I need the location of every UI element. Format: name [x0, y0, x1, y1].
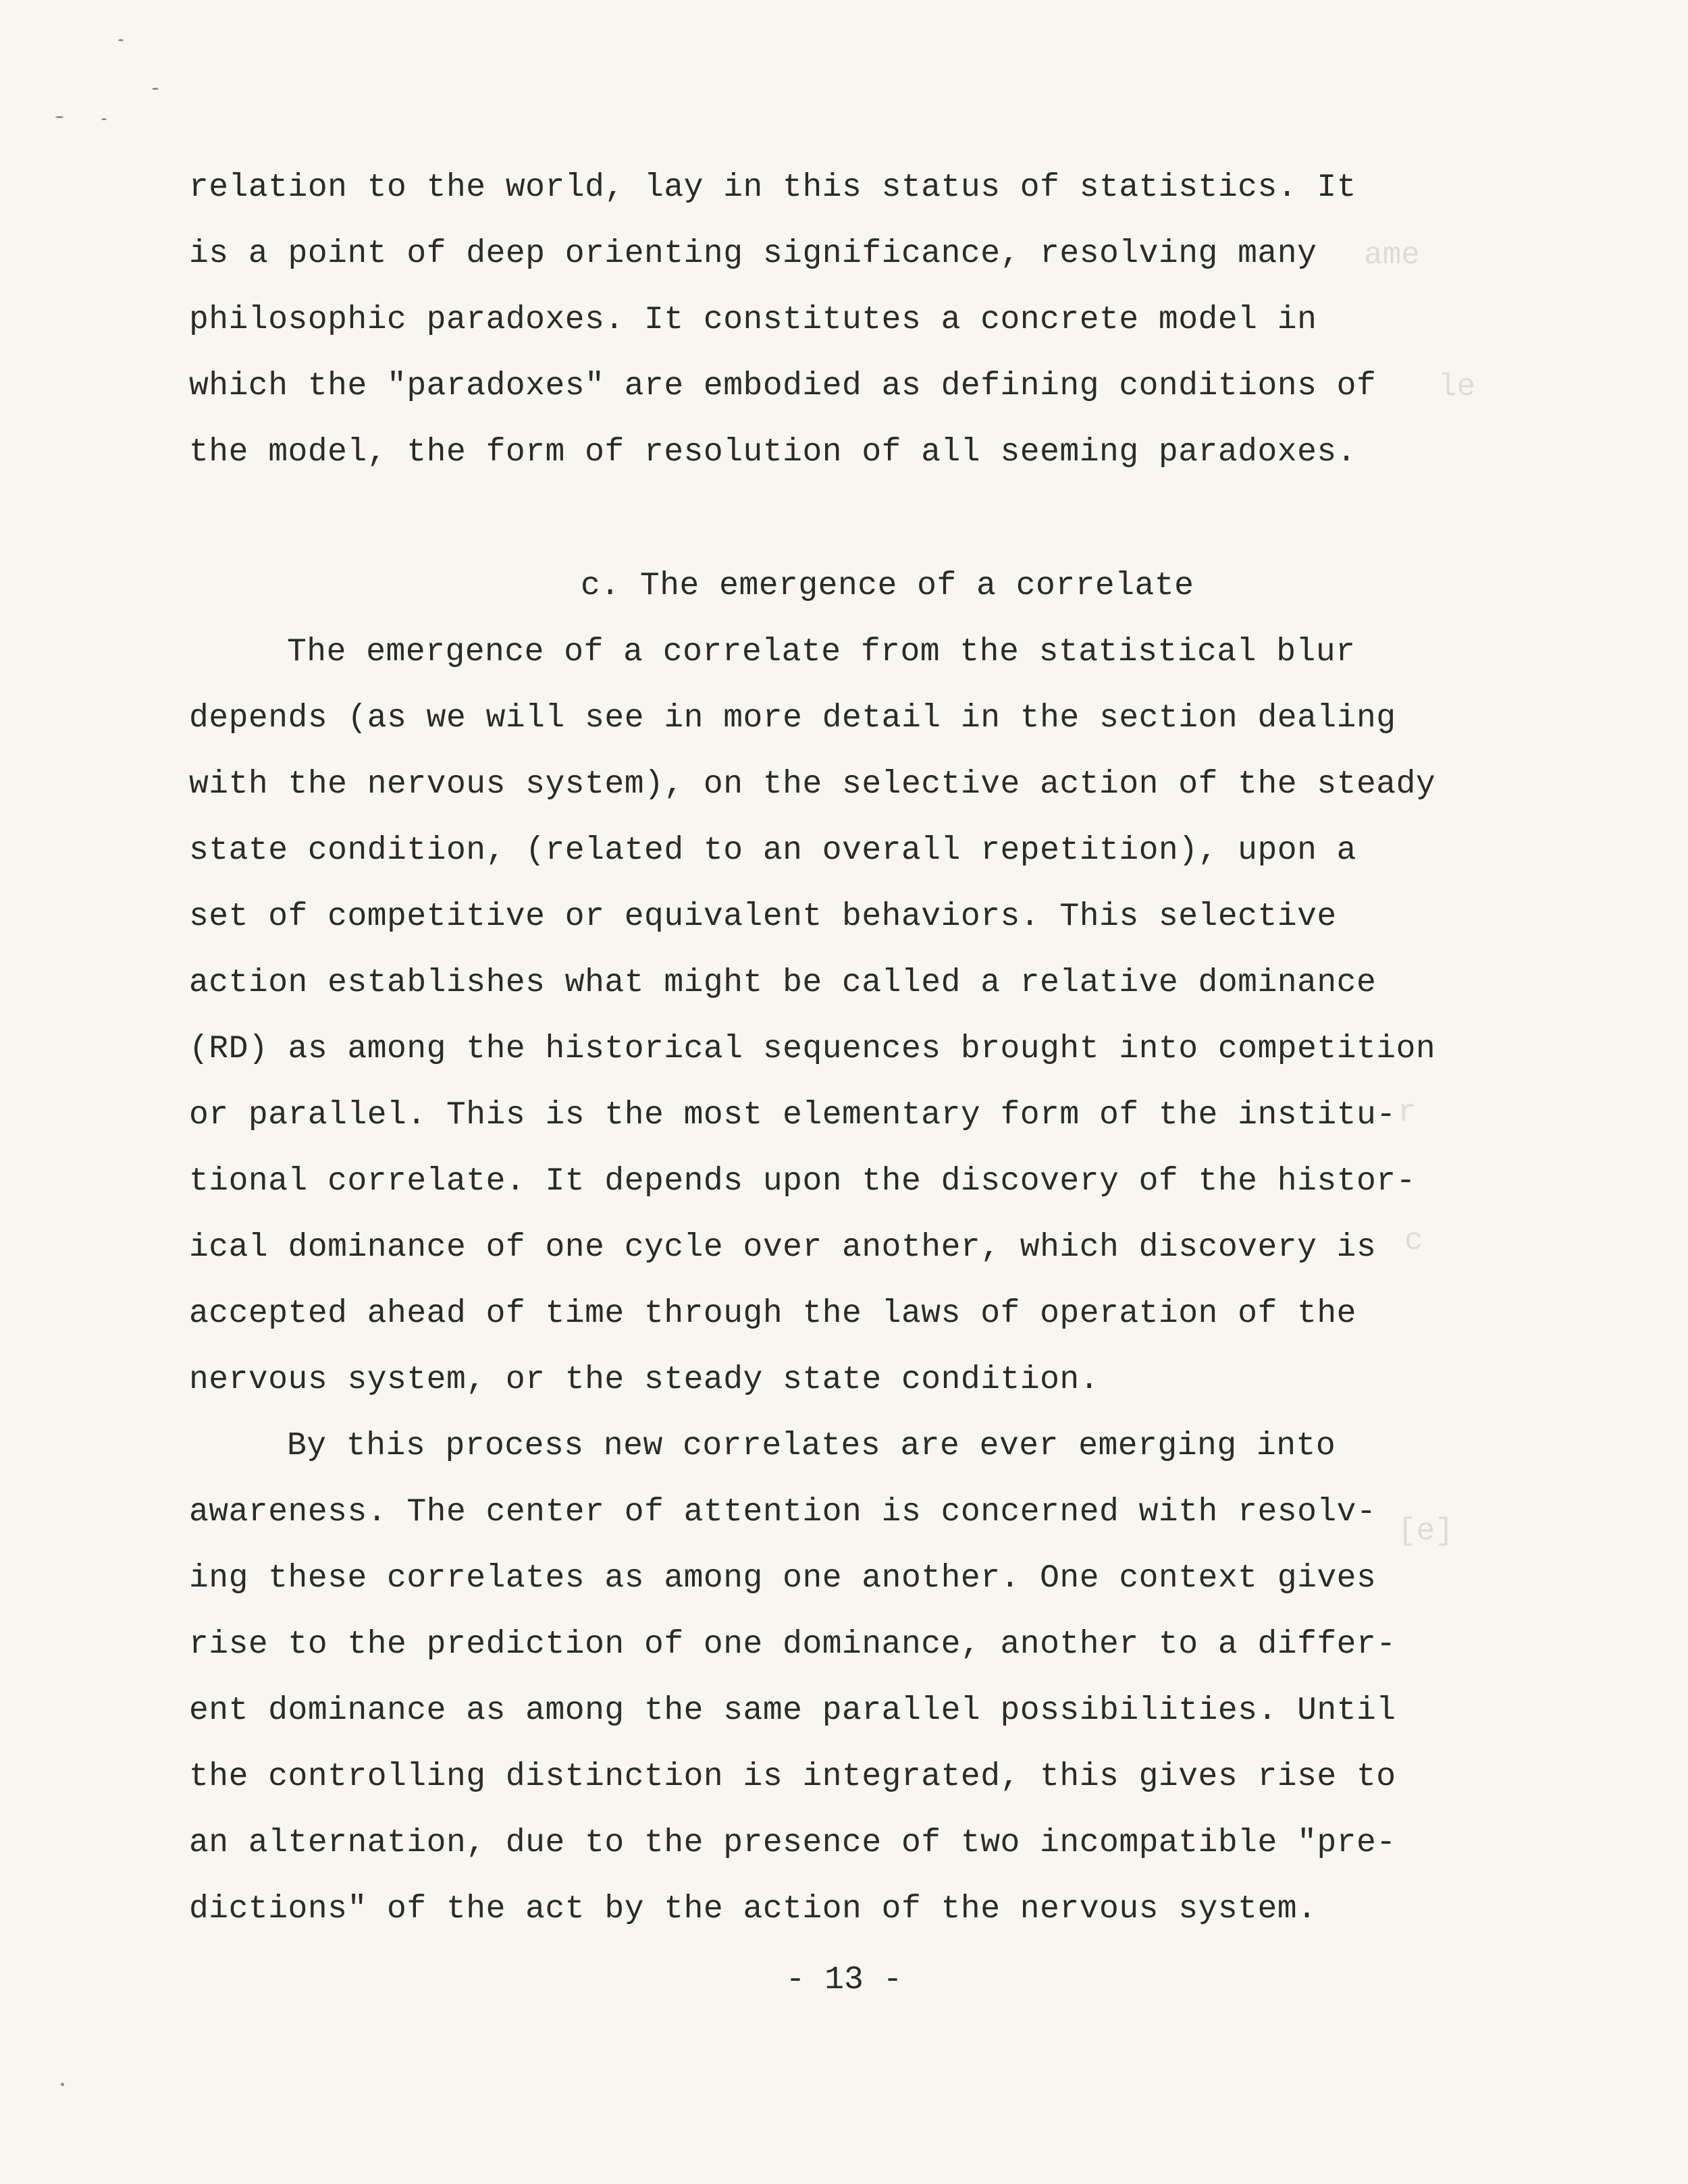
text-line: awareness. The center of attention is concerned with resolv- [189, 1494, 1377, 1530]
text-line: set of competitive or equivalent behaviors. This selective [189, 899, 1337, 935]
text-line: state condition, (related to an overall repetition), upon a [189, 832, 1356, 869]
text-line: nervous system, or the steady state condition. [189, 1362, 1100, 1398]
text-line: action establishes what might be called a relative dominance [189, 965, 1377, 1001]
text-line: the controlling distinction is integrated, this gives rise to [189, 1759, 1396, 1795]
bleed-through-mark: ame [1364, 238, 1420, 273]
text-line: (RD) as among the historical sequences brought into competition [189, 1031, 1436, 1067]
text-line: an alternation, due to the presence of two incompatible "pre- [189, 1825, 1396, 1861]
text-line: accepted ahead of time through the laws of operation of the [189, 1296, 1356, 1332]
text-line: The emergence of a correlate from the statistical blur [287, 634, 1356, 670]
text-line: ent dominance as among the same parallel possibilities. Until [189, 1693, 1396, 1729]
paper-speck [118, 39, 124, 41]
bleed-through-mark: [e] [1398, 1514, 1454, 1549]
text-line: rise to the prediction of one dominance, another to a differ- [189, 1626, 1396, 1663]
text-line: the model, the form of resolution of all seeming paradoxes. [189, 434, 1356, 471]
text-line: with the nervous system), on the selective action of the steady [189, 766, 1436, 803]
text-line: dictions" of the act by the action of the nervous system. [189, 1891, 1317, 1927]
paper-speck [55, 116, 63, 118]
bleed-through-mark: r [1398, 1095, 1417, 1130]
text-line: relation to the world, lay in this status of statistics. It [189, 169, 1356, 206]
text-line: ical dominance of one cycle over another, which discovery is [189, 1229, 1377, 1266]
text-line: or parallel. This is the most elementary form of the institu- [189, 1097, 1396, 1134]
bleed-through-mark: le [1438, 369, 1476, 404]
text-line: is a point of deep orienting significance, resolving many [189, 236, 1317, 272]
page-number: - 13 - [785, 1962, 903, 1998]
text-line: philosophic paradoxes. It constitutes a concrete model in [189, 302, 1317, 338]
bleed-through-mark: c [1404, 1223, 1423, 1258]
text-line: ing these correlates as among one another. One context gives [189, 1560, 1377, 1597]
paper-speck [152, 88, 159, 90]
section-heading: c. The emergence of a correlate [581, 568, 1194, 604]
text-line: depends (as we will see in more detail in the section dealing [189, 700, 1396, 737]
text-line: which the "paradoxes" are embodied as defining conditions of [189, 368, 1377, 404]
text-line: By this process new correlates are ever emerging into [287, 1428, 1336, 1464]
paper-speck [101, 118, 107, 120]
paper-speck [61, 2083, 64, 2086]
text-line: tional correlate. It depends upon the discovery of the histor- [189, 1163, 1416, 1200]
